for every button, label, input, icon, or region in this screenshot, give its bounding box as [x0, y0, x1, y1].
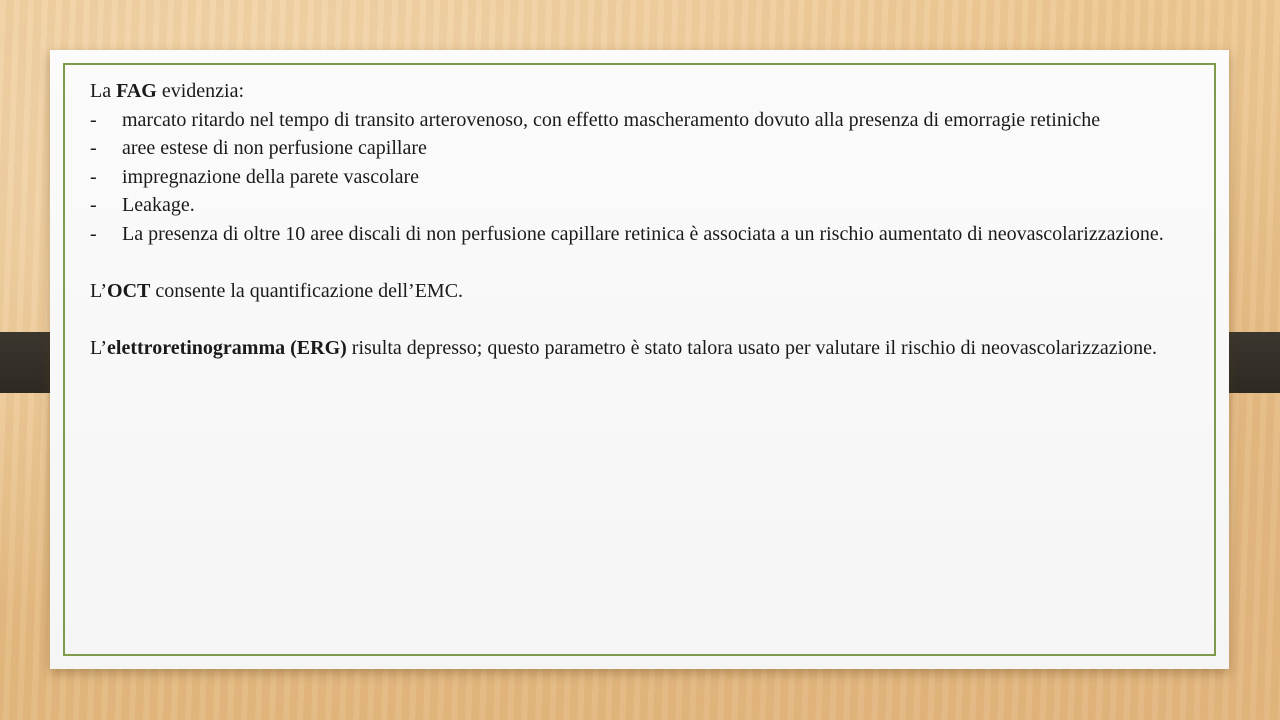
oct-paragraph: [90, 277, 1170, 306]
bullet-text: Leakage.: [122, 194, 195, 216]
erg-suffix: risulta depresso; questo parametro è stato talora usato per valutare il rischio di neovascolarizzazione.: [346, 336, 1158, 359]
bullet-item: [90, 106, 1170, 135]
fag-heading: [90, 77, 1170, 106]
bullet-item: [90, 220, 1170, 249]
oct-prefix: L’: [90, 279, 108, 302]
bullet-item: [90, 134, 1170, 163]
paragraph-spacer: [90, 248, 1170, 277]
erg-prefix: L’: [90, 336, 108, 359]
bullet-text: La presenza di oltre 10 aree discali di non perfusione capillare retinica è associata a un rischio aumentato di neovascolarizzazione.: [122, 222, 1164, 245]
oct-term: OCT: [107, 279, 151, 302]
bullet-text: impregnazione della parete vascolare: [122, 165, 420, 188]
erg-term: elettroretinogramma (ERG): [107, 336, 347, 359]
bullet-dash: -: [90, 222, 97, 245]
bullet-dash: -: [90, 137, 97, 159]
bullet-text: aree estese di non perfusione capillare: [122, 137, 427, 159]
fag-prefix: La: [90, 80, 117, 102]
bullet-item: [90, 191, 1170, 220]
fag-term: FAG: [116, 80, 157, 102]
slide-content: [90, 77, 1170, 362]
paragraph-spacer: [90, 305, 1170, 334]
bullet-dash: -: [90, 165, 97, 188]
bullet-item: [90, 163, 1170, 192]
slide-paper: [50, 50, 1229, 669]
oct-suffix: consente la quantificazione dell’EMC.: [150, 279, 464, 302]
bullet-dash: -: [90, 108, 97, 131]
erg-paragraph: [90, 334, 1170, 363]
bullet-dash: -: [90, 194, 97, 216]
fag-suffix: evidenzia:: [156, 80, 245, 102]
bullet-text: marcato ritardo nel tempo di transito arterovenoso, con effetto mascheramento dovuto alla presenza di emorragie retiniche: [122, 108, 1101, 131]
fag-bullet-list: [90, 106, 1170, 249]
